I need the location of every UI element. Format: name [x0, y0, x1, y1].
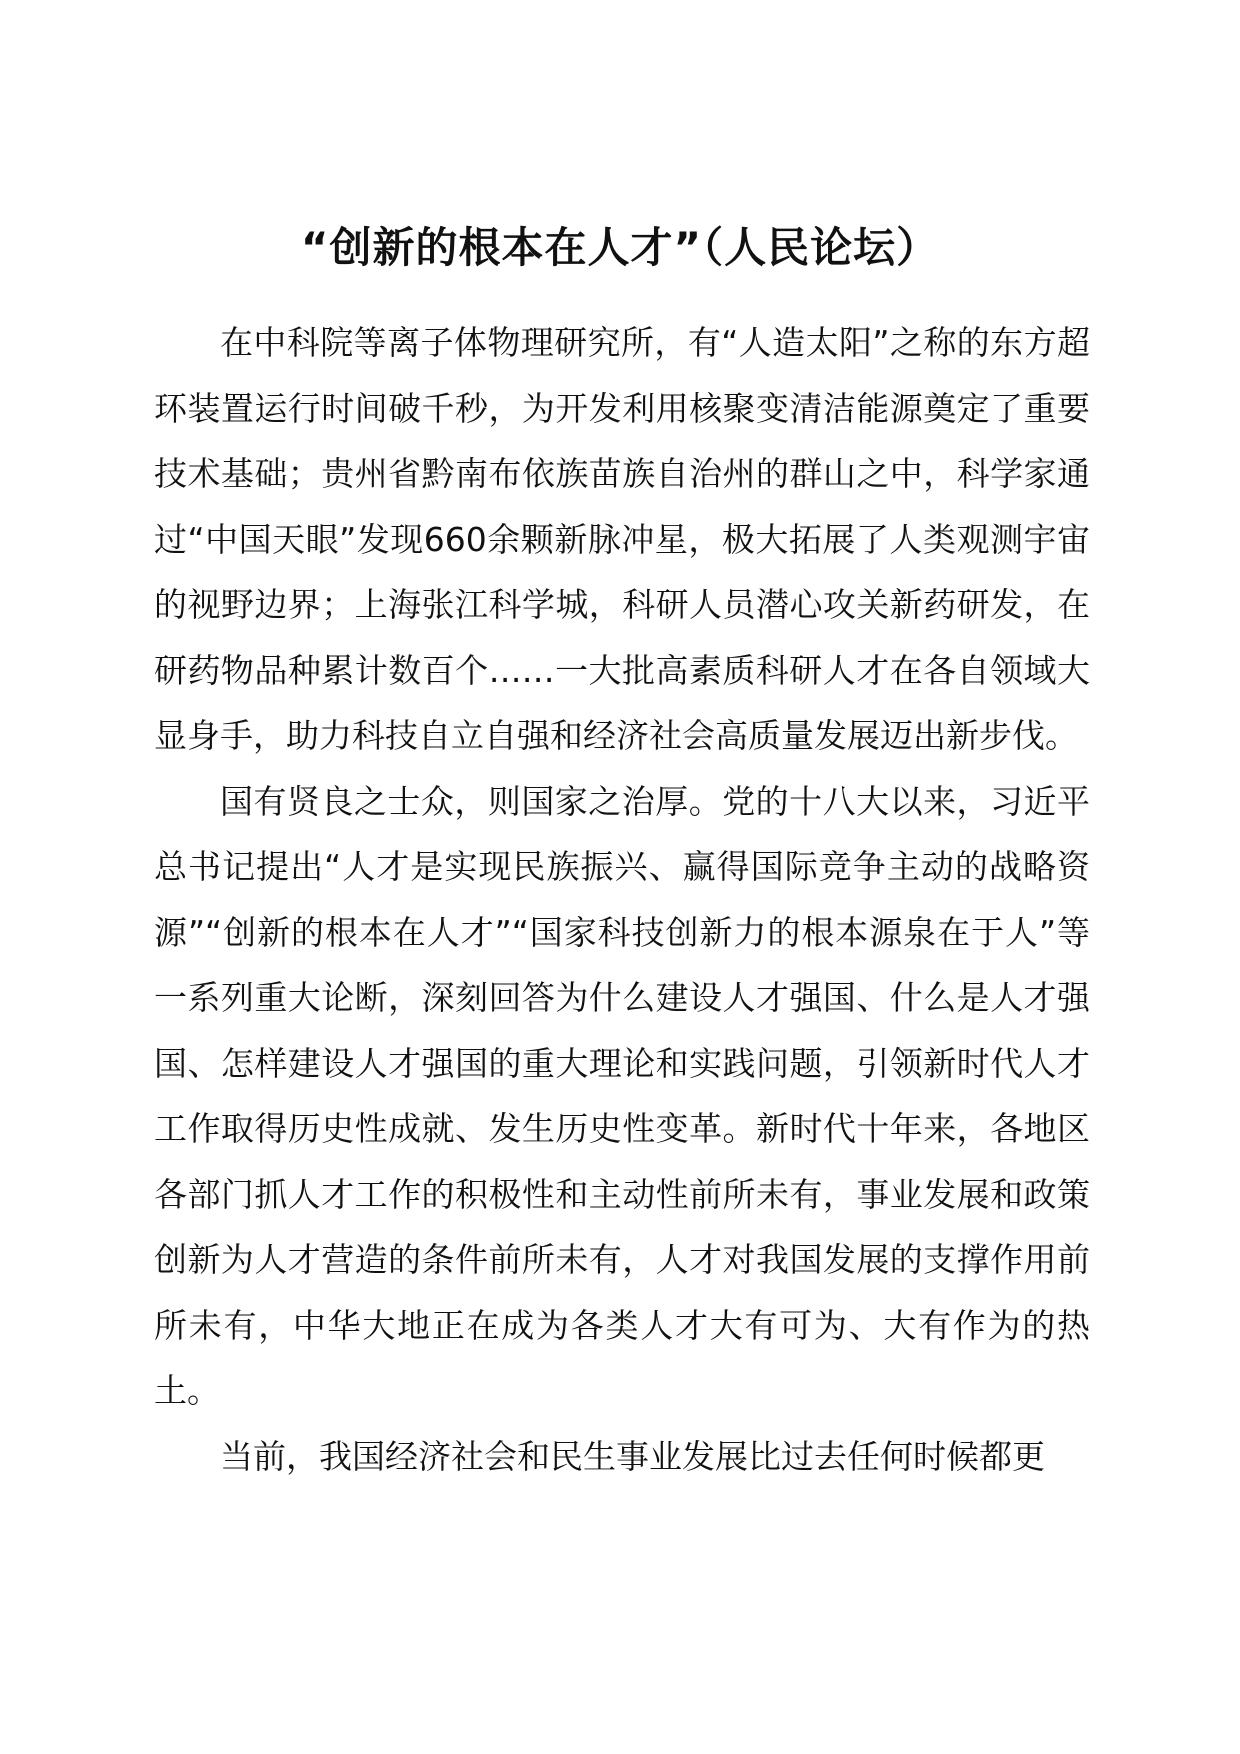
paragraph-1: 在中科院等离子体物理研究所，有“人造太阳”之称的东方超环装置运行时间破千秒，为开发利用核聚变清洁能源奠定了重要技术基础；贵州省黔南布依族苗族自治州的群山之中，科学家通过“中国天眼”发现660余颗新脉冲星，极大拓展了人类观测宇宙的视野边界；上海张江科学城，科研人员潜心攻关新药研发，在研药物品种累计数百个……一大批高素质科研人才在各自领域大显身手，助力科技自立自强和经济社会高质量发展迈出新步伐。 — [154, 323, 1090, 755]
document-title: “创新的根本在人才”（人民论坛） — [300, 223, 940, 272]
paragraph-2: 国有贤良之士众，则国家之治厚。党的十八大以来，习近平总书记提出“人才是实现民族振兴、赢得国际竞争主动的战略资源”“创新的根本在人才”“国家科技创新力的根本源泉在于人”等一系列重大论断，深刻回答为什么建设人才强国、什么是人才强国、怎样建设人才强国的重大理论和实践问题，引领新时代人才工作取得历史性成就、发生历史性变革。新时代十年来，各地区各部门抓人才工作的积极性和主动性前所未有，事业发展和政策创新为人才营造的条件前所未有，人才对我国发展的支撑作用前所未有，中华大地正在成为各类人才大有可为、大有作为的热土。 — [154, 781, 1090, 1410]
paragraph-3: 当前，我国经济社会和民生事业发展比过去任何时候都更 — [220, 1436, 1045, 1476]
document-body — [154, 310, 1090, 1489]
